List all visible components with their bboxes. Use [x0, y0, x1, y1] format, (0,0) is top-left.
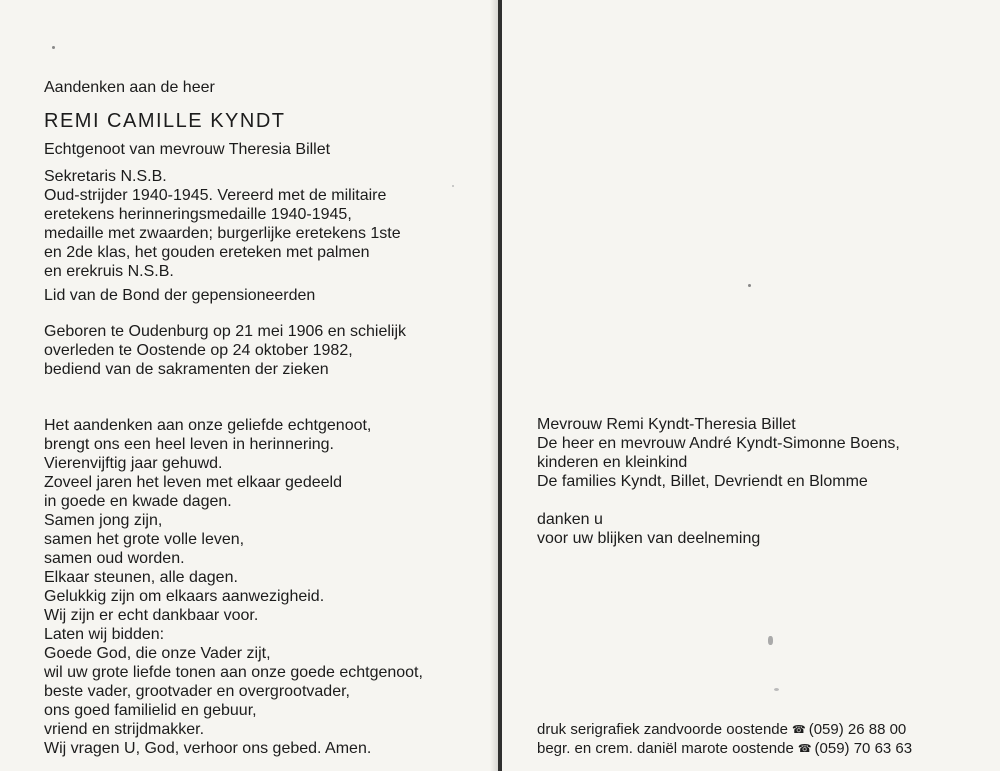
poem-line: Goede God, die onze Vader zijt, [44, 645, 271, 662]
printer-phone: (059) 26 88 00 [808, 721, 907, 738]
title-line: Oud-strijder 1940-1945. Vereerd met de militaire [44, 187, 387, 204]
poem-line: Elkaar steunen, alle dagen. [44, 569, 238, 586]
title-line: eretekens herinneringsmedaille 1940-1945, [44, 206, 352, 223]
birth-death-line: overleden te Oostende op 24 oktober 1982, [44, 342, 353, 359]
printer-line [537, 720, 906, 740]
family-line: De families Kyndt, Billet, Devriendt en Blomme [537, 473, 868, 490]
thanks-line: danken u [537, 511, 603, 528]
funeral-line [537, 739, 912, 759]
funeral-phone: (059) 70 63 63 [814, 740, 913, 757]
heading: Aandenken aan de heer [44, 79, 215, 96]
poem-line: Vierenvijftig jaar gehuwd. [44, 455, 223, 472]
poem-line: Laten wij bidden: [44, 626, 165, 643]
telephone-icon: ☎ [797, 743, 812, 755]
fold-shadow [490, 0, 498, 771]
funeral-text: begr. en crem. daniël marote oostende [537, 740, 794, 757]
poem-line: beste vader, grootvader en overgrootvader, [44, 683, 350, 700]
family-line: kinderen en kleinkind [537, 454, 688, 471]
paper-speck [748, 284, 751, 287]
right-page [502, 0, 1000, 771]
paper-speck [768, 636, 773, 645]
member-line: Lid van de Bond der gepensioneerden [44, 287, 316, 304]
thanks-line: voor uw blijken van deelneming [537, 530, 761, 547]
family-line: De heer en mevrouw André Kyndt-Simonne Boens, [537, 435, 900, 452]
poem-line: wil uw grote liefde tonen aan onze goede echtgenoot, [44, 664, 423, 681]
paper-speck [774, 688, 779, 691]
telephone-icon: ☎ [792, 724, 806, 736]
family-line: Mevrouw Remi Kyndt-Theresia Billet [537, 416, 796, 433]
title-line: Sekretaris N.S.B. [44, 168, 167, 185]
poem-line: samen oud worden. [44, 550, 185, 567]
poem-line: Wij zijn er echt dankbaar voor. [44, 607, 259, 624]
poem-line: ons goed familielid en gebuur, [44, 702, 257, 719]
paper-speck [452, 185, 454, 187]
poem-line: Zoveel jaren het leven met elkaar gedeeld [44, 474, 342, 491]
poem-line: brengt ons een heel leven in herinnering. [44, 436, 334, 453]
paper-speck [52, 46, 55, 49]
deceased-name: REMI CAMILLE KYNDT [44, 110, 286, 132]
poem-line: Wij vragen U, God, verhoor ons gebed. Amen. [44, 740, 372, 757]
left-page [0, 0, 498, 771]
birth-death-line: Geboren te Oudenburg op 21 mei 1906 en schielijk [44, 323, 407, 340]
title-line: en 2de klas, het gouden ereteken met palmen [44, 244, 370, 261]
poem-line: samen het grote volle leven, [44, 531, 245, 548]
poem-line: in goede en kwade dagen. [44, 493, 232, 510]
poem-line: Het aandenken aan onze geliefde echtgenoot, [44, 417, 372, 434]
poem-line: Samen jong zijn, [44, 512, 163, 529]
poem-line: Gelukkig zijn om elkaars aanwezigheid. [44, 588, 325, 605]
birth-death-line: bediend van de sakramenten der zieken [44, 361, 329, 378]
title-line: medaille met zwaarden; burgerlijke eretekens 1ste [44, 225, 401, 242]
spouse-line: Echtgenoot van mevrouw Theresia Billet [44, 141, 331, 158]
printer-text: druk serigrafiek zandvoorde oostende [537, 721, 788, 738]
poem-line: vriend en strijdmakker. [44, 721, 205, 738]
title-line: en erekruis N.S.B. [44, 263, 174, 280]
